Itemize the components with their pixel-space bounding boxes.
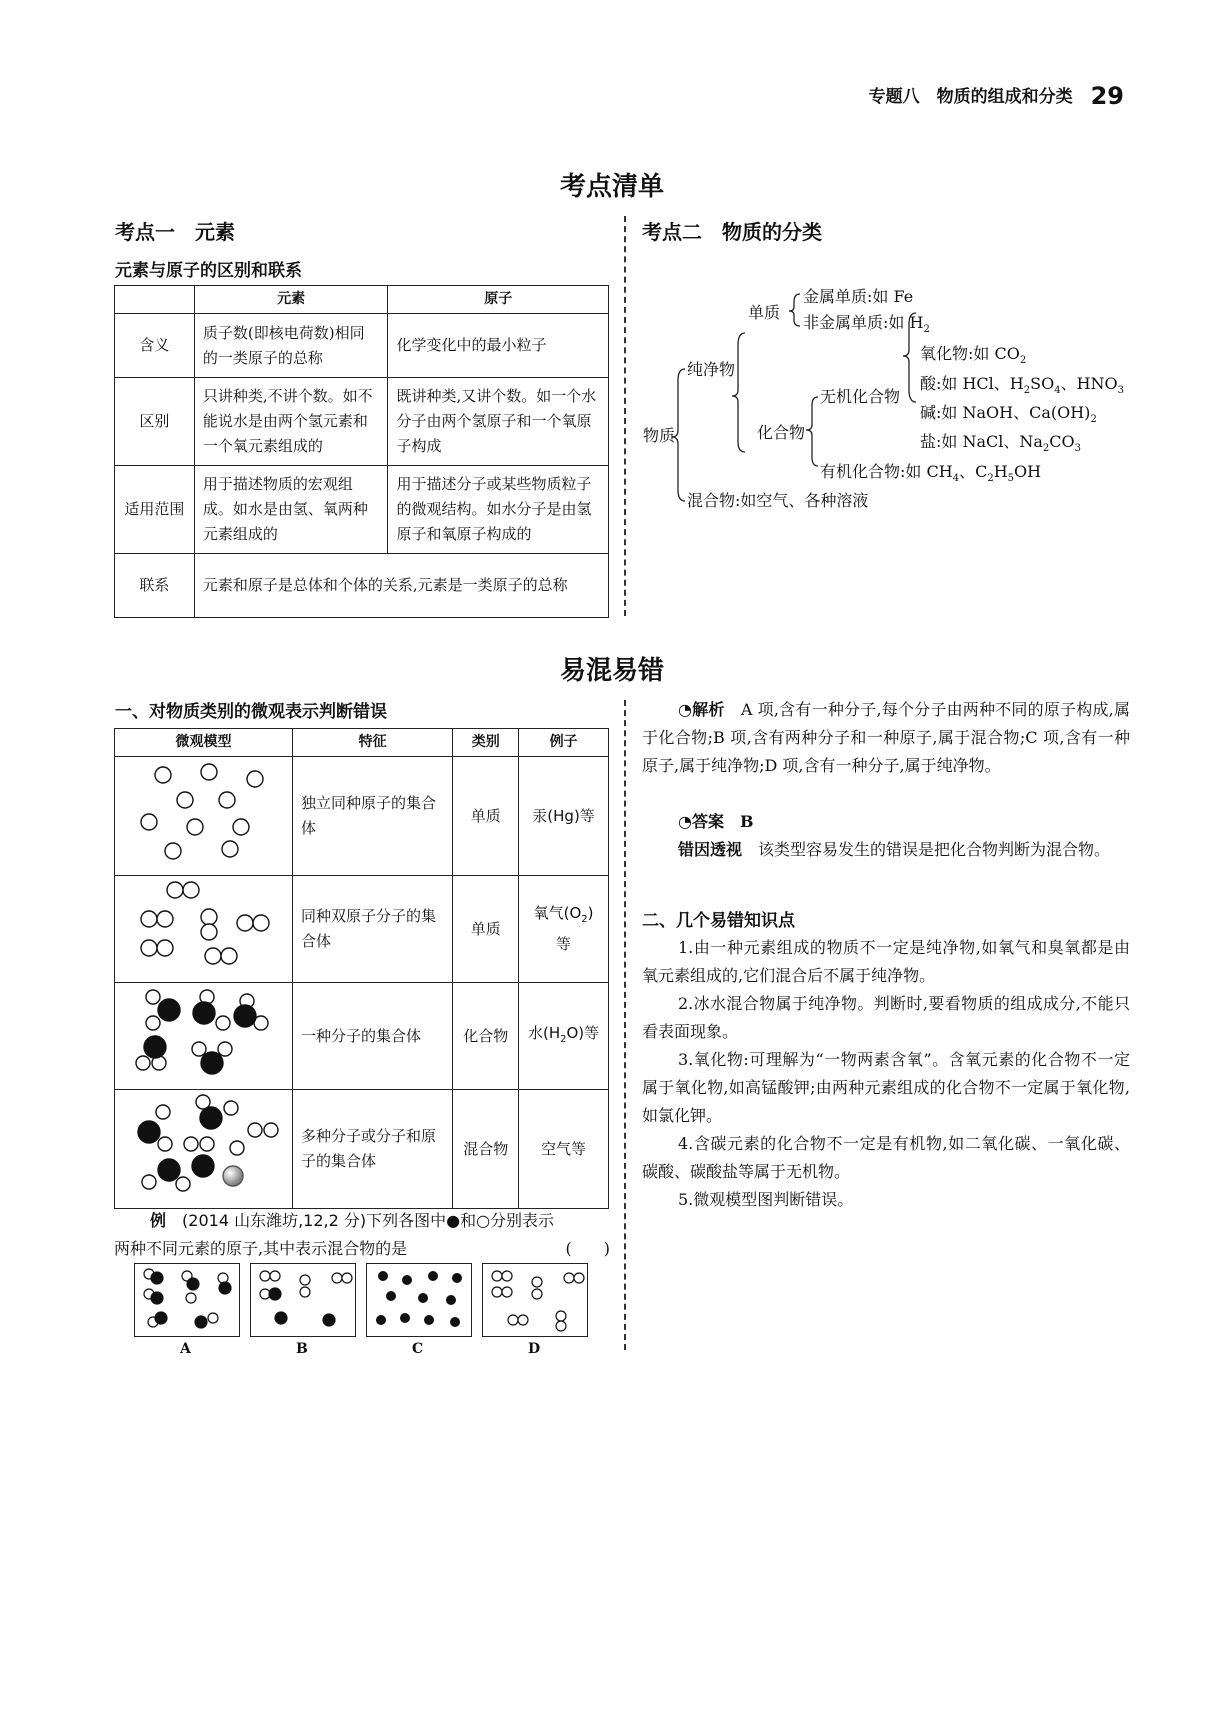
table-cell: 只讲种类,不讲个数。如不能说水是由两个氢元素和一个氧元素组成的 bbox=[194, 378, 388, 466]
list-item: 5.微观模型图判断错误。 bbox=[678, 1190, 854, 1209]
bracket-compound bbox=[806, 397, 818, 466]
model-compound-molecules bbox=[115, 983, 291, 1081]
model-mixture bbox=[115, 1090, 291, 1200]
example-question bbox=[114, 1207, 610, 1263]
table-cell: 汞(Hg)等 bbox=[519, 757, 609, 876]
reason-label: 错因透视 bbox=[678, 840, 743, 859]
kp1-subtitle: 元素与原子的区别和联系 bbox=[115, 261, 302, 281]
answer-blank: ( ) bbox=[565, 1239, 610, 1258]
tree-base: 碱:如 NaOH、$Ca(OH)_2$ bbox=[920, 403, 1097, 426]
list-item: 1.由一种元素组成的物质不一定是纯净物,如氧气和臭氧都是由氧元素组成的,它们混合后不属于纯净物。 bbox=[642, 938, 1130, 985]
part2-title: 二、几个易错知识点 bbox=[642, 911, 795, 931]
list-item: 4.含碳元素的化合物不一定是有机物,如二氧化碳、一氧化碳、碳酸、碳酸盐等属于无机物。 bbox=[642, 1134, 1130, 1181]
option-label-b: B bbox=[296, 1341, 308, 1357]
tree-pure: 纯净物 bbox=[687, 360, 736, 379]
table-cell: 化学变化中的最小粒子 bbox=[388, 314, 609, 378]
kp1-title: 考点一 元素 bbox=[115, 220, 235, 244]
reason-text: 该类型容易发生的错误是把化合物判断为混合物。 bbox=[758, 840, 1111, 859]
col-head-type: 类别 bbox=[453, 729, 519, 757]
analysis-icon: ◔ bbox=[678, 700, 692, 719]
element-atom-table bbox=[114, 285, 609, 618]
tree-organic: 有机化合物:如 $CH_4$、$C_2H_5OH$ bbox=[820, 462, 1042, 485]
model-cell bbox=[115, 983, 293, 1090]
table-cell: 既讲种类,又讲个数。如一个水分子由两个氢原子和一个氧原子构成 bbox=[388, 378, 609, 466]
table-cell: 同种双原子分子的集合体 bbox=[292, 876, 452, 983]
answer-icon: ◔ bbox=[678, 812, 692, 831]
model-cell bbox=[115, 757, 293, 876]
page-number: 29 bbox=[1090, 82, 1124, 110]
section-title-checklist: 考点清单 bbox=[559, 172, 664, 202]
list-item: 2.冰水混合物属于纯净物。判断时,要看物质的组成成分,不能只看表面现象。 bbox=[642, 994, 1130, 1041]
tree-inorganic: 无机化合物 bbox=[820, 387, 901, 406]
table-cell: 氧气$(O_2)$等 bbox=[519, 876, 609, 983]
option-label-c: C bbox=[412, 1341, 424, 1357]
page-header bbox=[869, 82, 1124, 110]
option-label-d: D bbox=[528, 1341, 541, 1357]
table-cell: 多种分子或分子和原子的集合体 bbox=[292, 1090, 452, 1209]
analysis-label: 解析 bbox=[691, 700, 725, 719]
answer-value: B bbox=[740, 812, 754, 831]
table-cell: 质子数(即核电荷数)相同的一类原子的总称 bbox=[194, 314, 388, 378]
table-cell: 化合物 bbox=[453, 983, 519, 1090]
micro-model-table bbox=[114, 728, 609, 1209]
option-box-a bbox=[134, 1263, 240, 1337]
table-cell: 独立同种原子的集合体 bbox=[292, 757, 452, 876]
table-cell: 单质 bbox=[453, 757, 519, 876]
model-diatomic-molecules bbox=[115, 876, 291, 974]
tree-nonmetal: 非金属单质:如 $H_2$ bbox=[803, 313, 930, 336]
col-head-model: 微观模型 bbox=[115, 729, 293, 757]
option-box-d bbox=[482, 1263, 588, 1337]
table-cell-merged: 元素和原子是总体和个体的关系,元素是一类原子的总称 bbox=[194, 554, 608, 618]
row-label: 联系 bbox=[115, 554, 195, 618]
part1-title: 一、对物质类别的微观表示判断错误 bbox=[115, 702, 387, 722]
row-label: 区别 bbox=[115, 378, 195, 466]
example-text: (2014 山东潍坊,12,2 分)下列各图中●和○分别表示 bbox=[182, 1211, 555, 1230]
example-label: 例 bbox=[150, 1211, 167, 1230]
header-title: 专题八 物质的组成和分类 bbox=[868, 87, 1073, 107]
tree-metal: 金属单质:如 Fe bbox=[803, 287, 914, 306]
col-head-feature: 特征 bbox=[292, 729, 452, 757]
analysis-text: A 项,含有一种分子,每个分子由两种不同的原子构成,属于化合物;B 项,含有两种分子和一种原子,属于混合物;C 项,含有一种原子,属于纯净物;D 项,含有一种分子,属于纯净物。 bbox=[642, 700, 1130, 775]
table-cell: 用于描述分子或某些物质粒子的微观结构。如水分子是由氢原子和氧原子构成的 bbox=[388, 466, 609, 554]
tree-mixture: 混合物:如空气、各种溶液 bbox=[687, 491, 869, 510]
tree-element: 单质 bbox=[748, 303, 781, 322]
tree-salt: 盐:如 NaCl、$Na_2CO_3$ bbox=[920, 432, 1082, 455]
model-cell bbox=[115, 1090, 293, 1209]
col-head-element: 元素 bbox=[194, 286, 388, 314]
section-title-confusable: 易混易错 bbox=[559, 656, 664, 686]
column-divider-top bbox=[624, 216, 626, 616]
answer-label: 答案 bbox=[691, 812, 724, 831]
list-item: 3.氧化物:可理解为“一物两素含氧”。含氧元素的化合物不一定属于氧化物,如高锰酸钾;由两种元素组成的化合物不一定属于氧化物,如氯化钾。 bbox=[642, 1050, 1130, 1125]
table-cell: 单质 bbox=[453, 876, 519, 983]
row-label: 含义 bbox=[115, 314, 195, 378]
table-cell: 空气等 bbox=[519, 1090, 609, 1209]
table-cell: 一种分子的集合体 bbox=[292, 983, 452, 1090]
col-head-example: 例子 bbox=[519, 729, 609, 757]
example-text-cont: 两种不同元素的原子,其中表示混合物的是 bbox=[114, 1239, 408, 1258]
table-cell: 水$(H_2O)$等 bbox=[519, 983, 609, 1090]
tree-root: 物质 bbox=[643, 426, 676, 445]
row-label: 适用范围 bbox=[115, 466, 195, 554]
tree-oxide: 氧化物:如 $CO_2$ bbox=[920, 344, 1027, 367]
bracket-element bbox=[789, 294, 800, 326]
col-head-atom: 原子 bbox=[388, 286, 609, 314]
column-divider-bottom bbox=[624, 700, 626, 1350]
tree-compound: 化合物 bbox=[757, 423, 806, 442]
kp2-title: 考点二 物质的分类 bbox=[642, 220, 822, 244]
model-single-atoms bbox=[115, 757, 291, 867]
table-cell: 混合物 bbox=[453, 1090, 519, 1209]
analysis-paragraph bbox=[642, 696, 1130, 780]
option-labels bbox=[134, 1341, 586, 1361]
answer-line bbox=[642, 808, 1130, 836]
model-cell bbox=[115, 876, 293, 983]
table-cell: 用于描述物质的宏观组成。如水是由氢、氧两种元素组成的 bbox=[194, 466, 388, 554]
option-box-b bbox=[250, 1263, 356, 1337]
reason-paragraph bbox=[642, 836, 1130, 864]
option-box-c bbox=[366, 1263, 472, 1337]
tips-list bbox=[642, 934, 1130, 1214]
tree-acid: 酸:如 HCl、$H_2SO_4$、$HNO_3$ bbox=[920, 374, 1125, 397]
option-label-a: A bbox=[180, 1341, 191, 1357]
bracket-pure bbox=[732, 333, 745, 452]
